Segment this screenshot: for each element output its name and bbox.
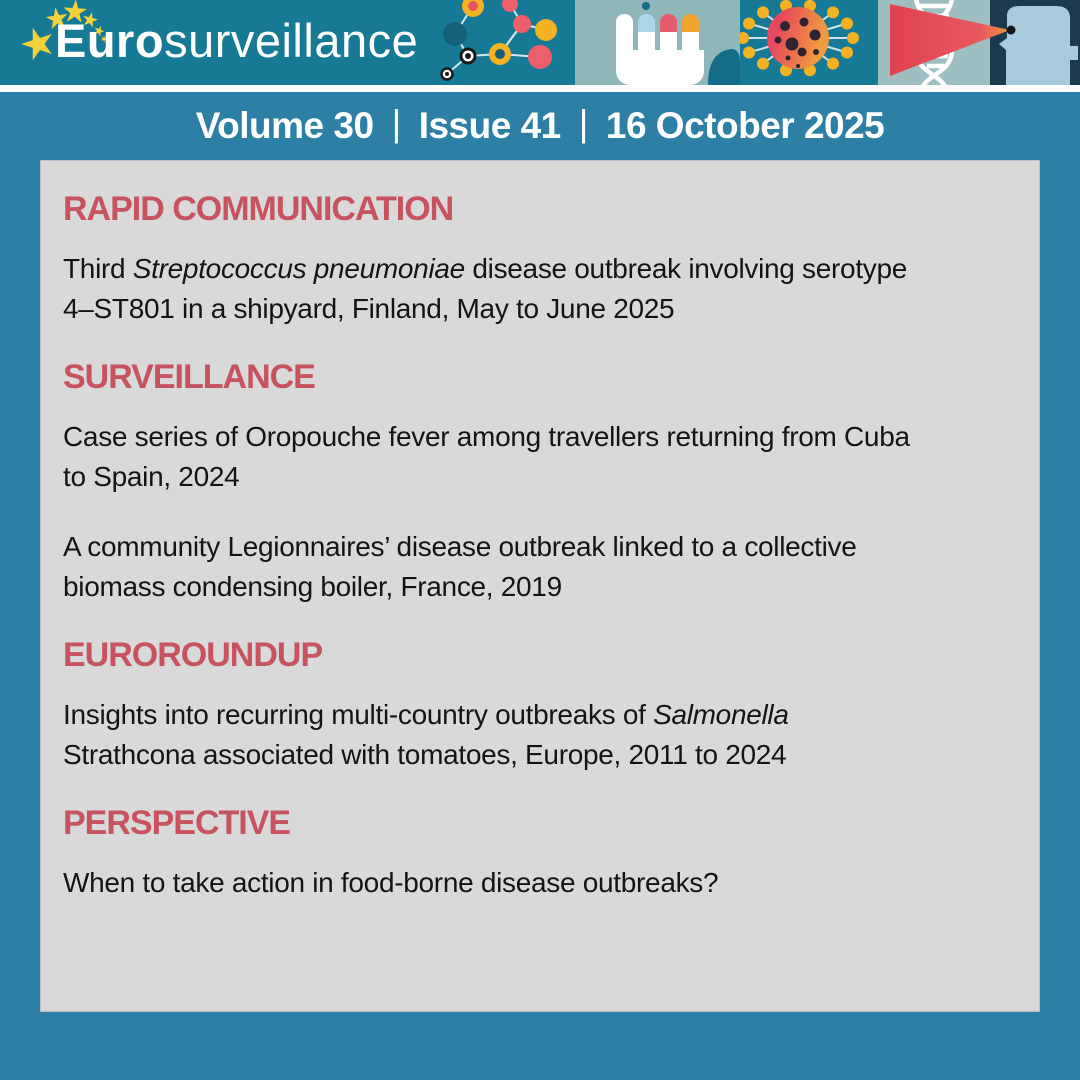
section-euroroundup <box>63 637 1009 775</box>
title-segment: to Spain, 2024 <box>63 461 240 492</box>
article-title[interactable] <box>63 417 1009 497</box>
title-segment: Insights into recurring multi-country outbreaks of <box>63 699 654 730</box>
header-art <box>430 0 1080 85</box>
head-profile-icon <box>999 6 1078 85</box>
article-title[interactable] <box>63 863 1009 903</box>
network-nodes-dots <box>442 0 558 80</box>
toc-card <box>40 160 1040 1012</box>
title-segment: Strathcona associated with tomatoes, Europe, 2011 to 2024 <box>63 739 787 770</box>
title-segment: Third <box>63 253 133 284</box>
title-segment-italic: Salmonella <box>653 699 789 730</box>
title-segment: A community Legionnaires’ disease outbreak linked to a collective <box>63 531 857 562</box>
article-title[interactable] <box>63 249 1009 329</box>
section-heading: RAPID COMMUNICATION <box>63 190 454 228</box>
title-segment: Case series of Oropouche fever among travellers returning from Cuba <box>63 421 910 452</box>
article-title[interactable] <box>63 695 1009 775</box>
logo-text-euro: Euro <box>55 14 165 67</box>
separator: | <box>578 103 588 144</box>
issue-bar <box>0 92 1080 160</box>
title-segment: 4–ST801 in a shipyard, Finland, May to June 2025 <box>63 293 675 324</box>
section-perspective <box>63 805 1009 903</box>
masthead <box>0 0 1080 85</box>
title-segment: When to take action in food-borne disease outbreaks? <box>63 867 719 898</box>
issue-date: 16 October 2025 <box>605 105 885 146</box>
article-title[interactable] <box>63 527 1009 607</box>
separator: | <box>391 103 401 144</box>
section-heading: EUROROUNDUP <box>63 636 323 674</box>
divider <box>0 85 1080 92</box>
issue-volume: Volume 30 <box>195 105 374 146</box>
title-segment: biomass condensing boiler, France, 2019 <box>63 571 562 602</box>
logo[interactable] <box>0 0 430 85</box>
logo-text-surveillance: surveillance <box>164 14 419 67</box>
eye-dot <box>1007 26 1016 35</box>
logo-text <box>55 15 418 67</box>
title-segment-italic: Streptococcus pneumoniae <box>132 253 465 284</box>
section-surveillance <box>63 359 1009 607</box>
issue-number: Issue 41 <box>418 105 561 146</box>
section-heading: SURVEILLANCE <box>63 358 315 396</box>
section-rapid-communication <box>63 191 1009 329</box>
title-segment: disease outbreak involving serotype <box>464 253 908 284</box>
section-heading: PERSPECTIVE <box>63 804 291 842</box>
